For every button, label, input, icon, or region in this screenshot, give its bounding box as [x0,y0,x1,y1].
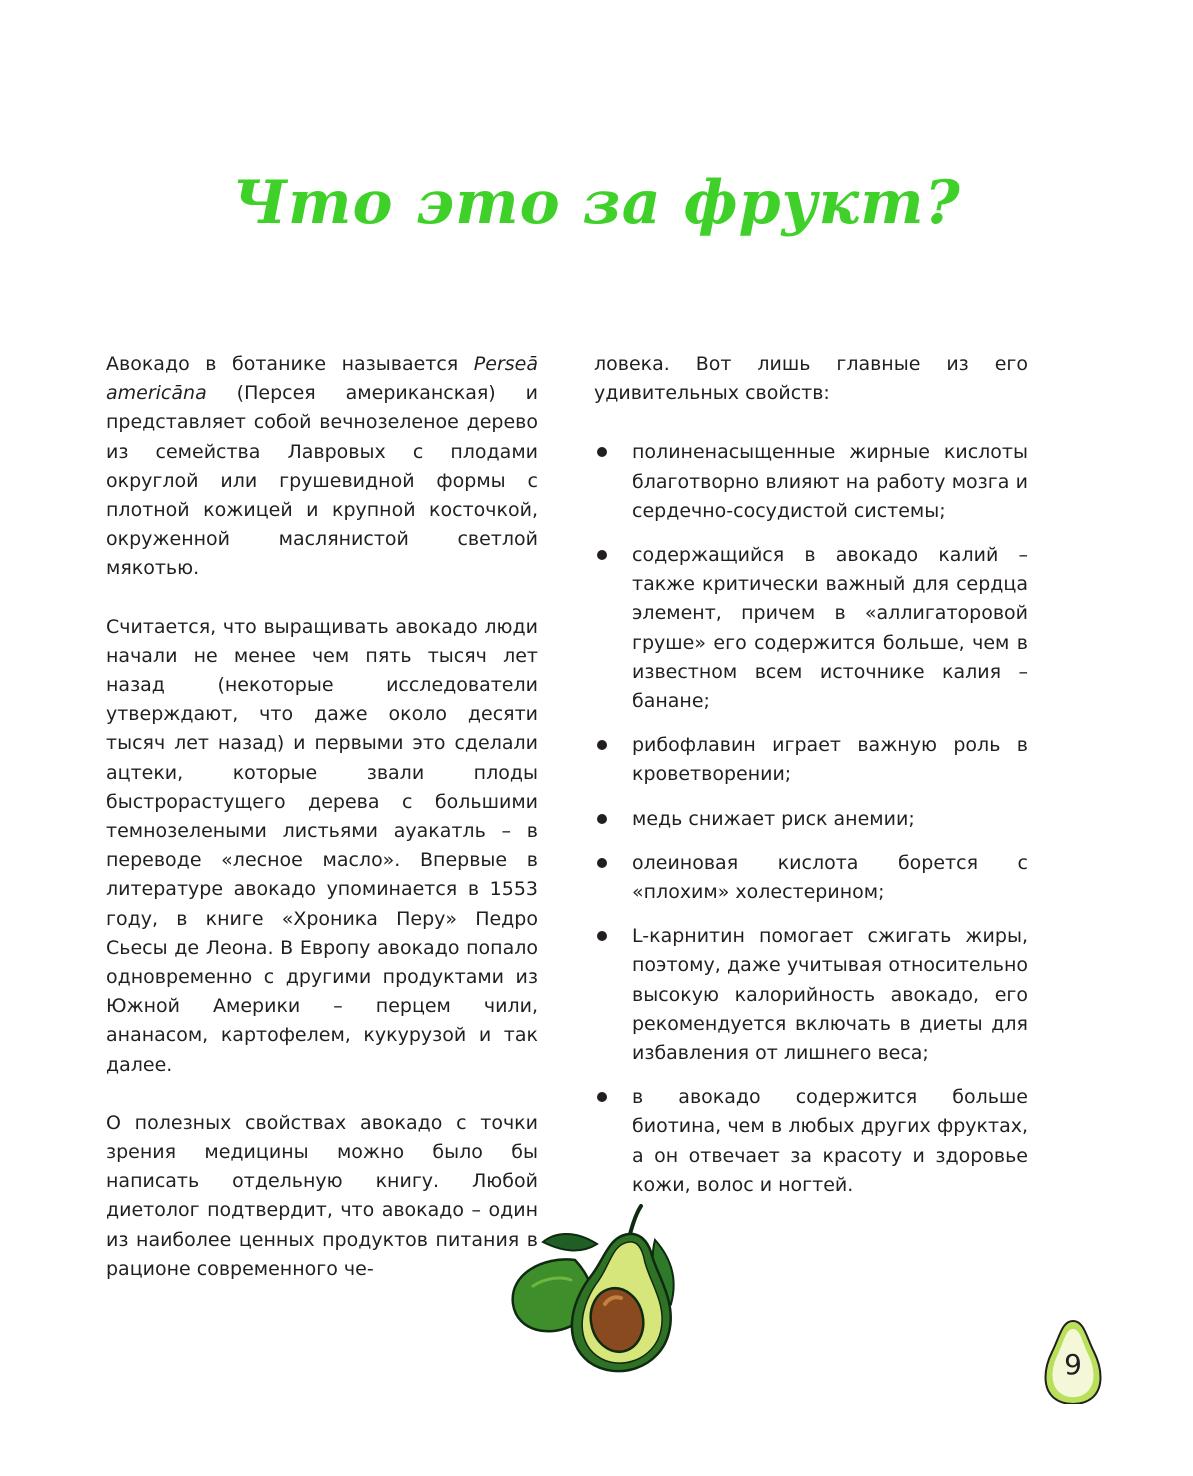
list-item [594,1083,1028,1200]
list-item [594,849,1028,907]
paragraph-benefits-continued: ловека. Вот лишь главные из его удивительных свойств: [594,353,1028,405]
list-item [594,438,1028,526]
list-item [594,922,1028,1068]
list-item-text: содержащийся в авокадо калий – также критически важный для сердца элемент, причем в «аллигаторовой груше» его содержится больше, чем в известном всем источнике калия – банане; [632,544,1028,713]
right-column [594,350,1028,1215]
list-item-text: полиненасыщенные жирные кислоты благотворно влияют на работу мозга и сердечно-сосудистой системы; [632,441,1028,522]
paragraph-botany-start: Авокадо в ботанике называется [106,353,474,375]
page-number: 9 [1064,1348,1082,1381]
bullet-icon [597,858,607,868]
bullet-icon [597,740,607,750]
list-item-text: в авокадо содержится больше биотина, чем в любых других фруктах, а он отвечает за красоту и здоровье кожи, волос и ногтей. [632,1086,1028,1196]
benefits-list [594,438,1028,1200]
bullet-icon [597,447,607,457]
bullet-icon [597,814,607,824]
list-item-text: L-карнитин помогает сжигать жиры, поэтому, даже учитывая относительно высокую калорийность авокадо, его рекомендуется включать в диеты для избавления от лишнего веса; [632,925,1028,1065]
bullet-icon [597,550,607,560]
list-item [594,805,1028,834]
list-item-text: рибофлавин играет важную роль в кроветворении; [632,734,1028,786]
avocado-illustration [505,1200,695,1380]
latin-name: Perseā americāna [106,353,538,405]
paragraph-botany-end: (Персея американская) и представляет собой вечнозеленое дерево из семейства Лавровых с плодами округлой или грушевидной формы с плотной кожицей и крупной косточкой, окруженной маслянистой светлой мякотью. [106,382,538,580]
left-column [106,350,538,1313]
bullet-icon [597,1092,607,1102]
list-item [594,541,1028,716]
paragraph-botany [106,350,538,584]
list-item-text: медь снижает риск анемии; [632,807,915,830]
list-item [594,731,1028,789]
paragraph-benefits: О полезных свойствах авокадо с точки зрения медицины можно было бы написать отдельную книгу. Любой диетолог подтвердит, что авокадо – один из наиболее ценных продуктов питания в рационе современного че- [106,1111,538,1280]
list-item-text: олеиновая кислота борется с «плохим» холестерином; [632,851,1028,904]
page-title: Что это за фрукт? [232,168,961,238]
paragraph-history: Считается, что выращивать авокадо люди начали не менее чем пять тысяч лет назад (некоторые исследователи утверждают, что даже около десяти тысяч лет назад) и первыми это сделали ацтеки, которые звали плоды быстрорастущего дерева с большими темнозелеными листьями ауакатль – в переводе «лесное масло». Впервые в литературе авокадо упоминается в 1553 году, в книге «Хроника Перу» Педро Сьесы де Леона. В Европу авокадо попало одновременно с другими продуктами из Южной Америки – перцем чили, ананасом, картофелем, кукурузой и так далее. [106,615,538,1076]
bullet-icon [597,931,607,941]
